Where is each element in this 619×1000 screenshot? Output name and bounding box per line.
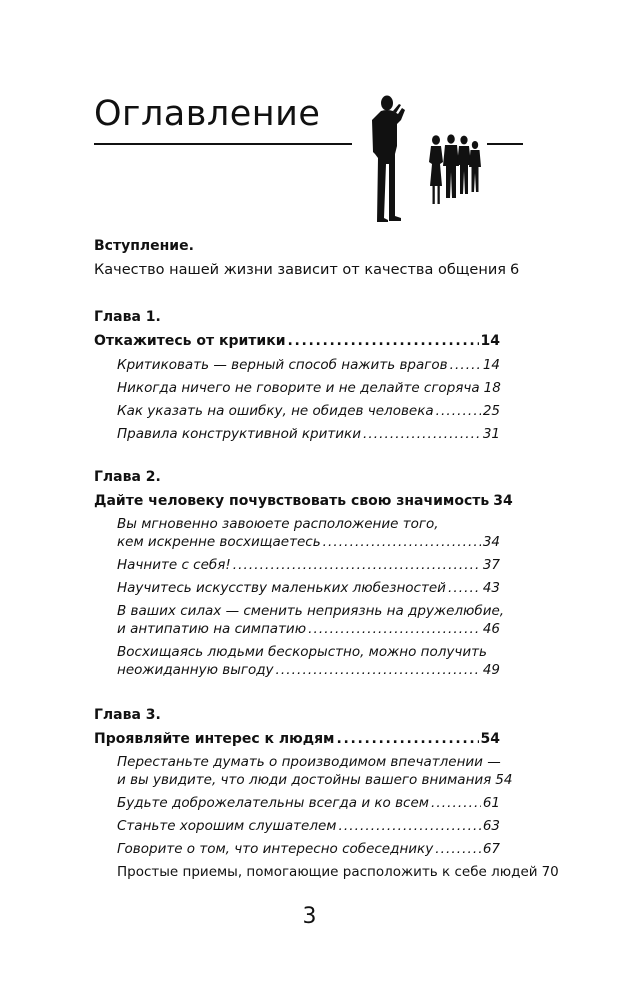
page-title: Оглавление	[94, 94, 321, 134]
toc-entry-chapter-main[interactable]	[94, 493, 513, 509]
title-rule-right	[487, 143, 523, 145]
entry-page: 6	[509, 262, 520, 278]
entry-page: 34	[482, 534, 500, 550]
toc-entry[interactable]	[117, 864, 559, 880]
entry-text: Говорите о том, что интересно собеседнику	[117, 841, 434, 857]
entry-text: Качество нашей жизни зависит от качества общения	[94, 262, 506, 278]
leader-dots	[435, 841, 481, 857]
entry-page: 63	[482, 818, 500, 834]
entry-text: Никогда ничего не говорите и не делайте сгоряча	[117, 380, 480, 396]
page-number: 3	[302, 904, 317, 929]
toc-entry[interactable]	[117, 818, 500, 834]
leader-dots	[338, 818, 480, 834]
entry-page: 61	[482, 795, 500, 811]
entry-text: и вы увидите, что люди достойны вашего внимания	[117, 772, 492, 788]
leader-dots	[276, 662, 481, 678]
entry-page: 46	[482, 621, 500, 637]
leader-dots	[308, 621, 481, 637]
entry-text-line1: Вы мгновенно завоюете расположение того,	[117, 516, 439, 532]
toc-entry[interactable]	[117, 772, 513, 788]
chapter-label: Глава 2.	[94, 469, 161, 485]
leader-dots	[431, 795, 481, 811]
business-people-illustration	[355, 94, 485, 222]
entry-page: 14	[482, 357, 500, 373]
toc-entry[interactable]	[117, 534, 500, 550]
toc-entry[interactable]	[117, 426, 500, 442]
entry-text-line1: Перестаньте думать о производимом впечатлении —	[117, 754, 501, 770]
toc-entry[interactable]	[117, 403, 500, 419]
leader-dots	[337, 731, 479, 747]
entry-text: неожиданную выгоду	[117, 662, 274, 678]
toc-entry[interactable]	[117, 557, 500, 573]
toc-entry[interactable]	[117, 621, 500, 637]
entry-text: Простые приемы, помогающие расположить к себе людей	[117, 864, 538, 880]
entry-text: Будьте доброжелательны всегда и ко всем	[117, 795, 429, 811]
entry-text-line1: В ваших силах — сменить неприязнь на дружелюбие,	[117, 603, 505, 619]
toc-entry-intro[interactable]	[94, 262, 520, 278]
entry-text: Правила конструктивной критики	[117, 426, 361, 442]
entry-page: 54	[480, 731, 500, 747]
leader-dots	[450, 357, 481, 373]
toc-entry[interactable]	[117, 795, 500, 811]
intro-heading: Вступление.	[94, 238, 194, 254]
entry-page: 25	[482, 403, 500, 419]
entry-text: Начните с себя!	[117, 557, 231, 573]
entry-text: Откажитесь от критики	[94, 333, 286, 349]
chapter-label: Глава 1.	[94, 309, 161, 325]
entry-page: 14	[480, 333, 500, 349]
entry-text: Дайте человеку почувствовать свою значимость	[94, 493, 490, 509]
toc-entry[interactable]	[117, 841, 500, 857]
entry-page: 67	[482, 841, 500, 857]
leader-dots	[233, 557, 481, 573]
entry-page: 49	[482, 662, 500, 678]
entry-text: Научитесь искусству маленьких любезностей	[117, 580, 446, 596]
toc-entry-chapter-main[interactable]	[94, 333, 500, 349]
entry-text: кем искренне восхищаетесь	[117, 534, 321, 550]
leader-dots	[448, 580, 481, 596]
entry-text: Как указать на ошибку, не обидев человека	[117, 403, 434, 419]
toc-entry[interactable]	[117, 662, 500, 678]
leader-dots	[363, 426, 481, 442]
leader-dots	[288, 333, 479, 349]
entry-text: Проявляйте интерес к людям	[94, 731, 335, 747]
entry-text: и антипатию на симпатию	[117, 621, 307, 637]
entry-page: 18	[483, 380, 501, 396]
entry-page: 31	[482, 426, 500, 442]
title-rule-left	[94, 143, 352, 145]
entry-page: 37	[482, 557, 500, 573]
entry-text-line1: Восхищаясь людьми бескорыстно, можно получить	[117, 644, 487, 660]
leader-dots	[323, 534, 481, 550]
toc-entry-chapter-main[interactable]	[94, 731, 500, 747]
entry-text: Критиковать — верный способ нажить врагов	[117, 357, 448, 373]
entry-page: 34	[493, 493, 513, 509]
entry-page: 54	[495, 772, 513, 788]
toc-entry[interactable]	[117, 580, 500, 596]
entry-page: 43	[482, 580, 500, 596]
toc-entry[interactable]	[117, 357, 500, 373]
chapter-label: Глава 3.	[94, 707, 161, 723]
leader-dots	[436, 403, 481, 419]
entry-page: 70	[541, 864, 559, 880]
entry-text: Станьте хорошим слушателем	[117, 818, 337, 834]
toc-entry[interactable]	[117, 380, 500, 396]
